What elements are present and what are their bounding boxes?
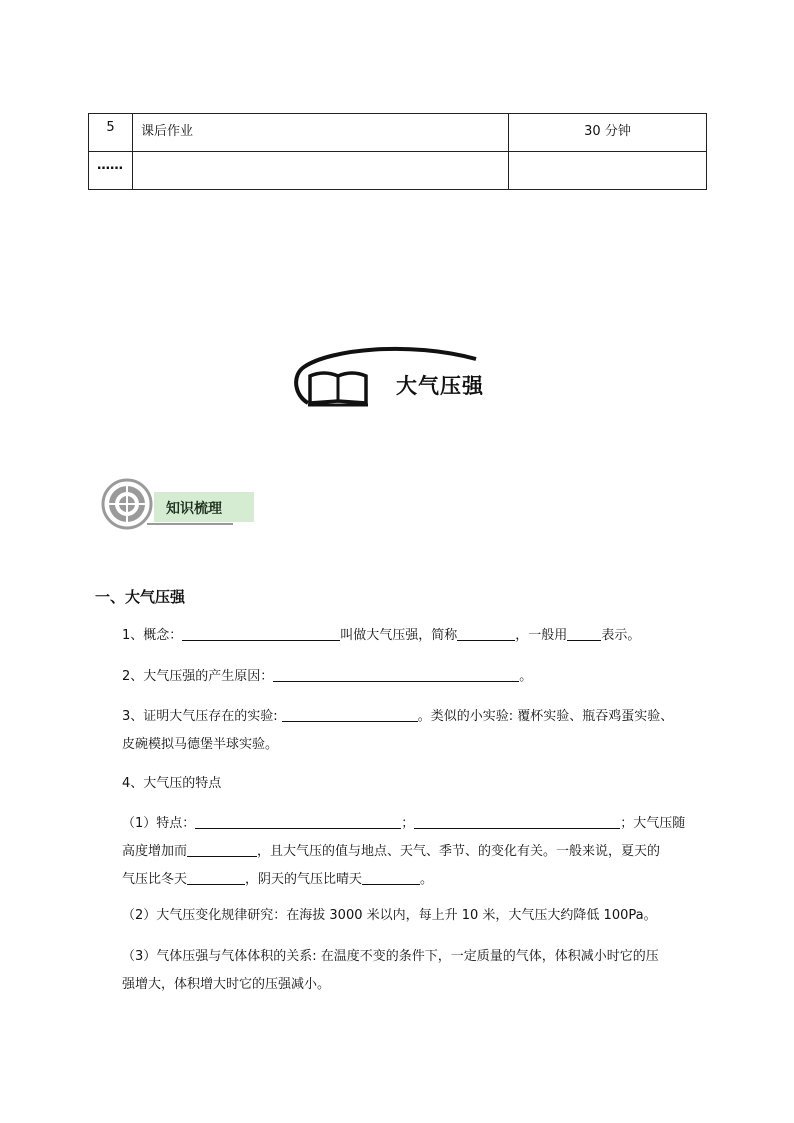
row-number: 5 <box>89 114 133 152</box>
fill-blank[interactable] <box>414 814 620 829</box>
row-time: 30 分钟 <box>509 114 707 152</box>
table-row <box>89 114 707 152</box>
paragraph-features-title: 4、大气压的特点 <box>122 776 222 791</box>
fill-blank[interactable] <box>567 626 601 641</box>
paragraph-volume-relation: （3）气体压强与气体体积的关系: 在温度不变的条件下，一定质量的气体，体积减小时它的压 强增大，体积增大时它的压强减小。 <box>122 949 659 992</box>
section-heading: 一、大气压强 <box>95 588 186 606</box>
table-row <box>89 152 707 190</box>
row-activity <box>133 152 509 190</box>
fill-blank[interactable] <box>273 667 519 682</box>
paragraph-rule: （2）大气压变化规律研究：在海拔 3000 米以内，每上升 10 米，大气压大约降低 100Pa。 <box>122 908 657 923</box>
fill-blank[interactable] <box>195 814 401 829</box>
row-time <box>509 152 707 190</box>
paragraph-concept: 1、概念： 叫做大气压强，简称 ，一般用 表示。 <box>122 628 641 643</box>
section-tag-label: 知识梳理 <box>166 501 222 517</box>
paragraph-features: （1）特点： ； ；大气压随 高度增加而 ，且大气压的值与地点、天气、季节、的变化有关。一般来说，夏天的 气压比冬天 ，阴天的气压比晴天 。 <box>122 816 686 887</box>
fill-blank[interactable] <box>362 870 420 885</box>
row-activity: 课后作业 <box>133 114 509 152</box>
paragraph-experiment: 3、证明大气压存在的实验: 。类似的小实验: 覆杯实验、瓶吞鸡蛋实验、 皮碗模拟马德堡半球实验。 <box>122 709 674 752</box>
fill-blank[interactable] <box>187 842 257 857</box>
chapter-title: 大气压强 <box>396 374 484 398</box>
paragraph-cause: 2、大气压强的产生原因： 。 <box>122 669 533 684</box>
row-number: …… <box>89 152 133 190</box>
fill-blank[interactable] <box>282 707 418 722</box>
fill-blank[interactable] <box>457 626 515 641</box>
fill-blank[interactable] <box>187 870 245 885</box>
fill-blank[interactable] <box>182 626 340 641</box>
section-tag-underline <box>147 523 233 525</box>
target-icon <box>101 478 153 530</box>
lesson-plan-table <box>88 113 707 190</box>
